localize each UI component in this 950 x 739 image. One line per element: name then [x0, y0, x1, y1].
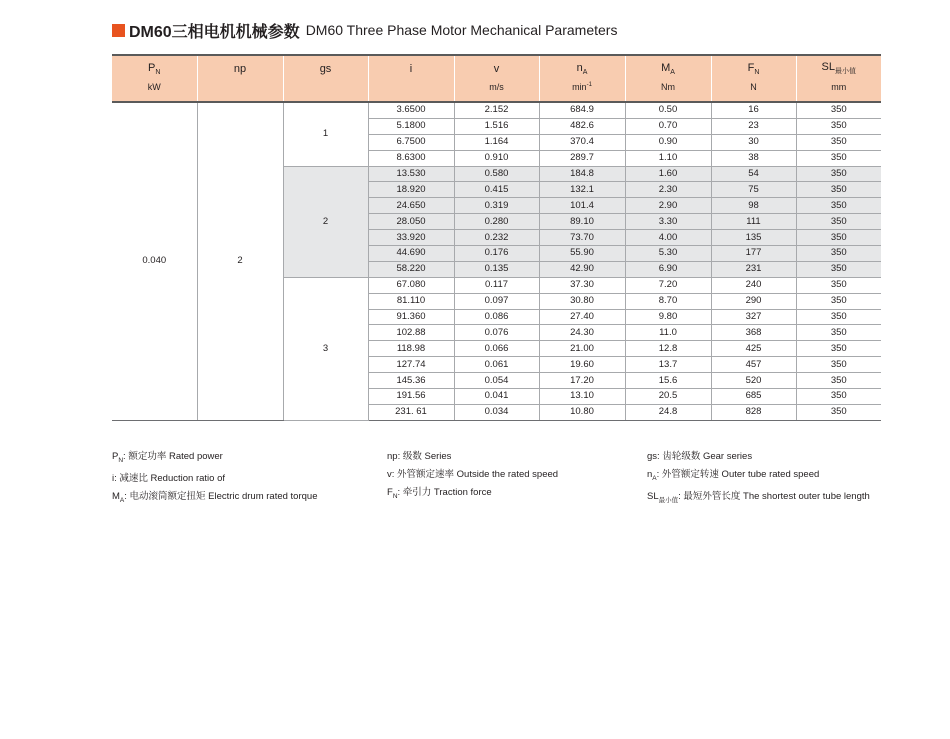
table-cell: 350: [796, 198, 881, 214]
legend-text: : 外管额定速率 Outside the rated speed: [391, 469, 559, 480]
table-cell: 0.117: [454, 277, 539, 293]
table-cell: 8.70: [625, 293, 711, 309]
legend-subscript: A: [119, 496, 125, 504]
table-cell: 2.30: [625, 182, 711, 198]
header-unit-text: Nm: [661, 82, 675, 92]
table-cell: 0.054: [454, 373, 539, 389]
table-cell: 1.10: [625, 150, 711, 166]
header-symbol-text: i: [409, 63, 413, 75]
table-cell: 191.56: [368, 389, 454, 405]
table-cell: 17.20: [539, 373, 625, 389]
header-unit-text: min: [572, 82, 587, 92]
legend-item: [647, 488, 870, 510]
table-cell: 23: [711, 118, 796, 134]
header-unit-text: N: [750, 82, 757, 92]
header-unit: [539, 82, 625, 102]
legend-text: : 外管额定转速 Outer tube rated speed: [656, 469, 820, 480]
table-cell: 684.9: [539, 102, 625, 118]
table-cell: 67.080: [368, 277, 454, 293]
legend-text: : 减速比 Reduction ratio of: [114, 472, 226, 484]
table-cell: 350: [796, 277, 881, 293]
table-cell: 5.1800: [368, 118, 454, 134]
table-cell: 111: [711, 214, 796, 230]
table-cell: 350: [796, 214, 881, 230]
table-cell: 42.90: [539, 261, 625, 277]
header-symbol-text: P: [148, 61, 156, 74]
pn-value-cell: 0.040: [112, 102, 197, 420]
legend-text: : 电动滚筒额定扭矩 Electric drum rated torque: [124, 490, 318, 502]
legend-symbol: F: [387, 487, 393, 498]
table-cell: 10.80: [539, 404, 625, 420]
table-cell: 15.6: [625, 373, 711, 389]
table-cell: 0.910: [454, 150, 539, 166]
legend-item: [112, 488, 317, 510]
header-symbol-text: np: [233, 63, 247, 75]
table-cell: 9.80: [625, 309, 711, 325]
header-symbol: [454, 55, 539, 82]
table-cell: 350: [796, 325, 881, 341]
table-cell: 145.36: [368, 373, 454, 389]
table-cell: 118.98: [368, 341, 454, 357]
table-cell: 0.041: [454, 389, 539, 405]
table-cell: 350: [796, 404, 881, 420]
table-cell: 27.40: [539, 309, 625, 325]
table-cell: 30: [711, 134, 796, 150]
legend-text: : 级数 Series: [397, 451, 452, 462]
table-cell: 0.086: [454, 309, 539, 325]
table-cell: 3.6500: [368, 102, 454, 118]
table-cell: 231: [711, 261, 796, 277]
legend-symbol: SL: [647, 490, 659, 502]
header-unit: [368, 82, 454, 102]
header-symbol-subscript: A: [670, 69, 675, 77]
table-cell: 350: [796, 118, 881, 134]
table-cell: 685: [711, 389, 796, 405]
table-cell: 6.90: [625, 261, 711, 277]
table-cell: 0.70: [625, 118, 711, 134]
table-cell: 1.164: [454, 134, 539, 150]
table-cell: 350: [796, 309, 881, 325]
header-unit: [283, 82, 368, 102]
header-symbol-text: F: [747, 61, 755, 74]
table-cell: 0.50: [625, 102, 711, 118]
header-unit: [112, 82, 197, 102]
table-cell: 28.050: [368, 214, 454, 230]
header-unit-text: mm: [831, 82, 847, 92]
legend-item: [112, 470, 317, 488]
table-cell: 0.319: [454, 198, 539, 214]
table-cell: 1.60: [625, 166, 711, 182]
table-cell: 12.8: [625, 341, 711, 357]
table-cell: 327: [711, 309, 796, 325]
table-cell: 91.360: [368, 309, 454, 325]
legend-item: [112, 448, 317, 470]
legend-symbol: gs: [647, 451, 658, 462]
table-cell: 231. 61: [368, 404, 454, 420]
table-cell: 7.20: [625, 277, 711, 293]
table-cell: 350: [796, 357, 881, 373]
table-cell: 13.10: [539, 389, 625, 405]
legend-symbol: np: [387, 451, 398, 462]
table-cell: 89.10: [539, 214, 625, 230]
header-unit-superscript: -1: [586, 82, 592, 88]
header-symbol-subscript: N: [754, 69, 760, 77]
legend-item: [647, 466, 870, 488]
table-cell: 13.7: [625, 357, 711, 373]
header-symbol-subscript: A: [582, 69, 588, 77]
table-cell: 33.920: [368, 230, 454, 246]
table-cell: 127.74: [368, 357, 454, 373]
header-unit-row: [112, 82, 881, 102]
table-cell: 18.920: [368, 182, 454, 198]
table-cell: 101.4: [539, 198, 625, 214]
header-symbol-text: M: [661, 61, 671, 74]
title-marker-icon: [112, 24, 125, 37]
table-cell: 0.90: [625, 134, 711, 150]
table-cell: 5.30: [625, 246, 711, 262]
table-cell: 37.30: [539, 277, 625, 293]
legend-symbol: P: [112, 451, 119, 462]
mechanical-parameters-table: [112, 54, 881, 421]
table-cell: 102.88: [368, 325, 454, 341]
table-cell: 132.1: [539, 182, 625, 198]
table-cell: 1.516: [454, 118, 539, 134]
table-cell: 13.530: [368, 166, 454, 182]
header-unit: [711, 82, 796, 102]
table-cell: 16: [711, 102, 796, 118]
legend-subscript: N: [118, 456, 124, 464]
header-unit: [454, 82, 539, 102]
legend-item: [387, 484, 558, 506]
header-symbol: [112, 55, 197, 82]
table-cell: 38: [711, 150, 796, 166]
table-cell: 350: [796, 389, 881, 405]
table-cell: 0.076: [454, 325, 539, 341]
table-cell: 0.061: [454, 357, 539, 373]
table-cell: 0.280: [454, 214, 539, 230]
header-symbol-text: v: [493, 63, 500, 75]
table-cell: 0.232: [454, 230, 539, 246]
header-symbol-text: gs: [319, 63, 332, 75]
table-cell: 75: [711, 182, 796, 198]
table-cell: 54: [711, 166, 796, 182]
table-cell: 24.8: [625, 404, 711, 420]
legend-text: : 额定功率 Rated power: [123, 451, 223, 462]
gs-value-cell: 3: [283, 277, 368, 420]
legend-symbol: i: [112, 472, 115, 484]
table-cell: 21.00: [539, 341, 625, 357]
legend-item: [387, 448, 558, 466]
header-symbol: [625, 55, 711, 82]
table-cell: 350: [796, 150, 881, 166]
gs-value-cell: 1: [283, 102, 368, 166]
table-cell: 2.152: [454, 102, 539, 118]
table-cell: 0.176: [454, 246, 539, 262]
table-cell: 55.90: [539, 246, 625, 262]
table-cell: 240: [711, 277, 796, 293]
legend-column-3: [647, 448, 870, 510]
legend-column-1: [112, 448, 317, 510]
header-unit: [197, 82, 283, 102]
table-cell: 350: [796, 182, 881, 198]
table-cell: 0.034: [454, 404, 539, 420]
header-unit: [625, 82, 711, 102]
table-cell: 350: [796, 102, 881, 118]
table-cell: 289.7: [539, 150, 625, 166]
table-cell: 24.30: [539, 325, 625, 341]
table-cell: 425: [711, 341, 796, 357]
table-cell: 24.650: [368, 198, 454, 214]
table-cell: 368: [711, 325, 796, 341]
header-unit-text: m/s: [489, 82, 504, 92]
header-symbol-subscript: 最小值: [834, 68, 856, 76]
header-symbol: [711, 55, 796, 82]
header-symbol-text: SL: [821, 61, 835, 74]
table-cell: 457: [711, 357, 796, 373]
header-symbol-text: n: [576, 61, 583, 74]
legend-symbol: n: [647, 469, 653, 480]
table-cell: 135: [711, 230, 796, 246]
table-cell: 482.6: [539, 118, 625, 134]
table-cell: 44.690: [368, 246, 454, 262]
header-symbol: [368, 55, 454, 82]
table-cell: 58.220: [368, 261, 454, 277]
legend-subscript: 最小值: [658, 496, 679, 504]
table-cell: 98: [711, 198, 796, 214]
table-cell: 30.80: [539, 293, 625, 309]
legend-text: : 牵引力 Traction force: [397, 487, 492, 498]
table-cell: 177: [711, 246, 796, 262]
table-cell: 828: [711, 404, 796, 420]
table-cell: 81.110: [368, 293, 454, 309]
header-unit-text: kW: [147, 82, 161, 92]
table-cell: 2.90: [625, 198, 711, 214]
table-cell: 520: [711, 373, 796, 389]
table-cell: 0.415: [454, 182, 539, 198]
legend-subscript: A: [652, 474, 657, 482]
table-cell: 11.0: [625, 325, 711, 341]
table-cell: 20.5: [625, 389, 711, 405]
table-cell: 0.135: [454, 261, 539, 277]
legend-column-2: [387, 448, 558, 506]
table-cell: 19.60: [539, 357, 625, 373]
table-cell: 8.6300: [368, 150, 454, 166]
table-cell: 350: [796, 246, 881, 262]
table-cell: 290: [711, 293, 796, 309]
table-row: [112, 102, 881, 118]
table-cell: 370.4: [539, 134, 625, 150]
table-cell: 184.8: [539, 166, 625, 182]
table-cell: 0.066: [454, 341, 539, 357]
legend-subscript: N: [392, 492, 398, 500]
table-cell: 350: [796, 341, 881, 357]
header-symbol-row: [112, 55, 881, 82]
table-cell: 350: [796, 261, 881, 277]
np-value-cell: 2: [197, 102, 283, 420]
table-body: [112, 102, 881, 420]
title-chinese: DM60三相电机机械参数: [129, 23, 300, 41]
table-cell: 3.30: [625, 214, 711, 230]
table-cell: 73.70: [539, 230, 625, 246]
table-cell: 350: [796, 166, 881, 182]
table-cell: 6.7500: [368, 134, 454, 150]
table-cell: 350: [796, 373, 881, 389]
legend-text: : 最短外管长度 The shortest outer tube length: [678, 490, 870, 502]
header-symbol: [197, 55, 283, 82]
legend-text: : 齿轮级数 Gear series: [657, 451, 753, 462]
header-symbol: [283, 55, 368, 82]
gs-value-cell: 2: [283, 166, 368, 277]
header-symbol: [539, 55, 625, 82]
table-cell: 0.097: [454, 293, 539, 309]
header-symbol: [796, 55, 881, 82]
table-cell: 350: [796, 230, 881, 246]
legend-item: [647, 448, 870, 466]
legend-item: [387, 466, 558, 484]
table-cell: 350: [796, 134, 881, 150]
legend-symbol: M: [112, 490, 120, 502]
title-english: DM60 Three Phase Motor Mechanical Parameters: [305, 22, 618, 38]
table-cell: 0.580: [454, 166, 539, 182]
table-cell: 350: [796, 293, 881, 309]
table-cell: 4.00: [625, 230, 711, 246]
legend-symbol: v: [387, 469, 392, 480]
header-symbol-subscript: N: [155, 69, 161, 77]
header-unit: [796, 82, 881, 102]
page-title: [112, 20, 617, 40]
